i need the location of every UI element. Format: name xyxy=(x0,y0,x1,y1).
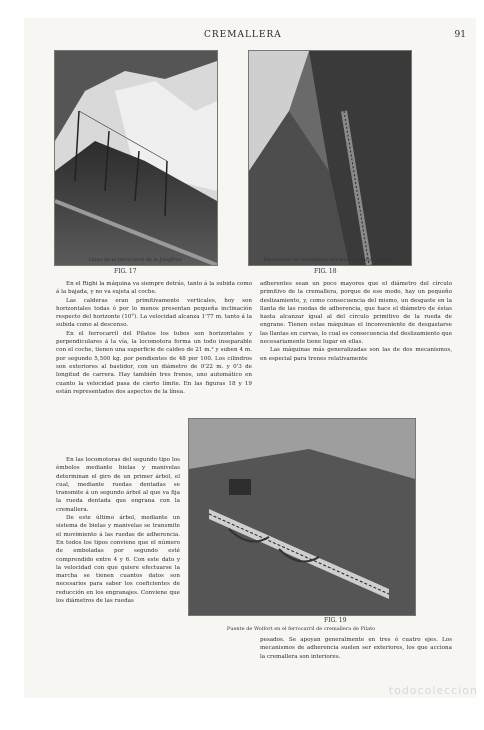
fig18-caption: Ferrocarril de cremallera del monte Pilatus. (Suiza) xyxy=(263,257,395,263)
left-column-text xyxy=(56,280,252,396)
paragraph: En el Righi la máquina va siempre detrás, tanto á la subida como á la bajada, y no va sujeta al coche. xyxy=(56,281,252,296)
fig17-photo xyxy=(54,50,218,266)
paragraph: Las calderas eran primitivamente verticales, hoy son horizontales todas ó por lo menos presentan pequeña inclinación respecto del horizonte (10°). La velocidad alcanza 1'77 m. tanto á la subida como al descenso. xyxy=(56,297,252,329)
paragraph: pesados. Se apoyan generalmente en tres ó cuatro ejes. Los mecanismos de adherencia suelen ser exteriores, los que acciona la cremallera son interiores. xyxy=(260,637,452,660)
fig18-photo xyxy=(248,50,412,266)
paragraph: En las locomotoras del segundo tipo los émbolos mediante bielas y manivelas determinan el giro de un primer árbol, el cual, mediante ruedas dentadas se transmite á un segundo árbol al que va fija la rueda dentada que engrana con la cremallera. xyxy=(56,457,180,513)
paragraph: Las máquinas más generalizadas son las de dos mecanismos, en especial para trenes relativamente xyxy=(260,347,452,362)
fig18-label: FIG. 18 xyxy=(314,268,337,275)
fig19-caption: Puente de Wolfort en el ferrocarril de cremallera de Pilato xyxy=(226,626,376,632)
left-narrow-text xyxy=(56,456,180,605)
paragraph: De este último árbol, mediante un sistema de bielas y manivelas se transmite el movimiento á las ruedas de adherencia. En todos los tipos conviene que el número de emboladas por segundo esté comprendido entre 4 y 6. Con este dato y la velocidad con que quiere efectuarse la marcha se tienen cuantos datos son necesarios para saber los coeficientes de reducción en los engranajes. Conviene que los diámetros de las ruedas xyxy=(56,515,180,605)
book-page xyxy=(24,18,476,698)
fig17-caption: Línea en el ferrocarril de la Jungfrau xyxy=(88,257,182,263)
paragraph: En el ferrocarril del Pilatos los tubos son horizontales y perpendiculares á la vía, la locomotora forma un todo inseparable con el coche, tienen una superficie de caldeo de 21 m.² y suben 4 m. por segundo 5,500 kg. por pendientes de 48 por 100. Los cilindros son exteriores al bastidor, con un diámetro de 0'22 m. y 0'3 de longitud de carrera. Hay también tres frenos, uno automático en cuanto la velocidad pasa de cierto límite. En las figuras 18 y 19 están representados dos aspectos de la línea. xyxy=(56,330,252,395)
page-number: 91 xyxy=(454,30,466,40)
running-header: CREMALLERA xyxy=(204,30,282,40)
watermark: todocoleccion xyxy=(388,684,478,697)
right-bottom-text xyxy=(260,636,452,661)
fig19-photo xyxy=(188,418,416,616)
right-column-text xyxy=(260,280,452,363)
fig17-label: FIG. 17 xyxy=(114,268,137,275)
fig19-label: FIG. 19 xyxy=(324,617,347,624)
paragraph: adherentes sean un poco mayores que el diámetro del círculo primitivo de la cremallera, porque de ese modo, hay un pequeño deslizamiento, y, como consecuencia del mismo, un desgaste en la llanta de las ruedas de adherencia, que hace el diámetro de éstas hasta alcanzar igual al del círculo primitivo de la rueda de engrane. Tienen estas máquinas el inconveniente de desgastarse las llantas en curvas, lo cual es consecuencia del deslizamiento que necesariamente tiene lugar en ellas. xyxy=(260,281,453,346)
